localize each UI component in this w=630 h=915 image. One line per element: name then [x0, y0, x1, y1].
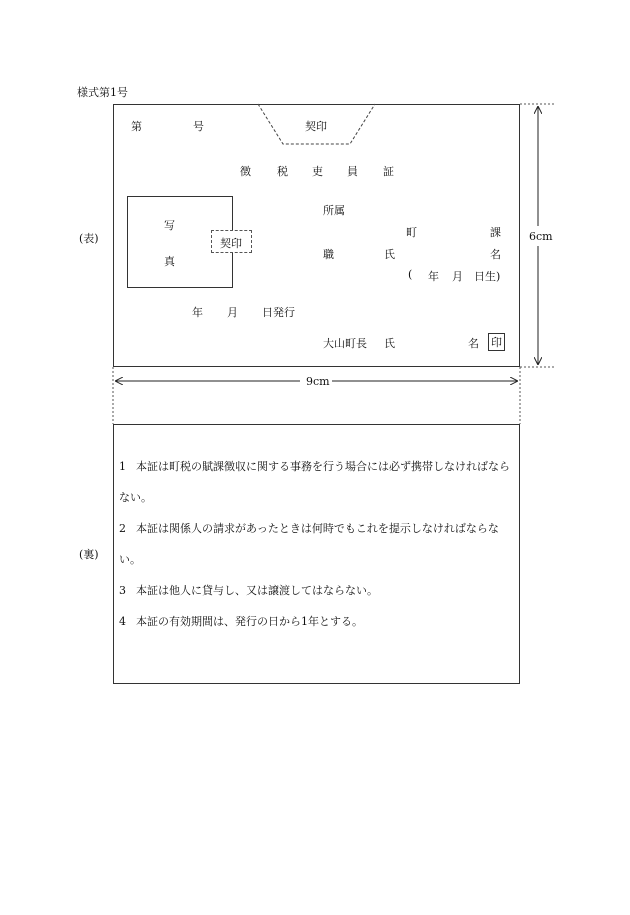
back-notes — [119, 451, 515, 637]
height-label: 6cm — [529, 230, 553, 243]
affiliation-label: 所属 — [323, 204, 345, 217]
title-char-4: 員 — [347, 165, 358, 178]
birth-year: 年 — [428, 270, 439, 283]
mayor-seal: 印 — [488, 333, 505, 351]
issue-month: 月 — [227, 306, 238, 319]
birth-month: 月 — [452, 270, 463, 283]
title-char-1: 徴 — [240, 165, 251, 178]
birth-day: 日生) — [474, 270, 501, 283]
photo-char-2: 真 — [164, 255, 175, 268]
note-item — [119, 575, 515, 606]
issue-year: 年 — [192, 306, 203, 319]
title-char-3: 吏 — [312, 165, 323, 178]
note-item — [119, 606, 515, 637]
note-number: 3 — [119, 584, 126, 597]
number-first: 第 — [131, 120, 142, 133]
mayor-name-first: 氏 — [384, 337, 395, 350]
note-item — [119, 513, 515, 575]
note-text: 本証は関係人の請求があったときは何時でもこれを提示しなければならない。 — [119, 522, 499, 566]
number-second: 号 — [193, 120, 204, 133]
section-label: 課 — [490, 226, 501, 239]
note-text: 本証の有効期間は、発行の日から1年とする。 — [136, 615, 363, 628]
width-label: 9cm — [306, 375, 330, 388]
name-first: 氏 — [384, 248, 395, 261]
birth-paren-open: ( — [408, 268, 413, 281]
mayor-name-second: 名 — [468, 337, 479, 350]
name-second: 名 — [490, 248, 501, 261]
form-number: 様式第1号 — [77, 86, 128, 99]
note-text: 本証は町税の賦課徴収に関する事務を行う場合には必ず携帯しなければならない。 — [119, 460, 510, 504]
position-label: 職 — [323, 248, 334, 261]
note-text: 本証は他人に貸与し、又は譲渡してはならない。 — [136, 584, 378, 597]
front-side-label: (表) — [79, 232, 99, 245]
note-number: 4 — [119, 615, 126, 628]
town-label: 町 — [406, 226, 417, 239]
back-side-label: (裏) — [79, 548, 99, 561]
note-number: 2 — [119, 522, 126, 535]
tally-seal-top: 契印 — [305, 120, 327, 133]
tally-seal-photo: 契印 — [220, 237, 242, 250]
mayor-title: 大山町長 — [323, 337, 367, 350]
title-char-5: 証 — [383, 165, 394, 178]
photo-char-1: 写 — [164, 219, 175, 232]
title-char-2: 税 — [277, 165, 288, 178]
note-item — [119, 451, 515, 513]
issue-day: 日発行 — [262, 306, 295, 319]
note-number: 1 — [119, 460, 126, 473]
